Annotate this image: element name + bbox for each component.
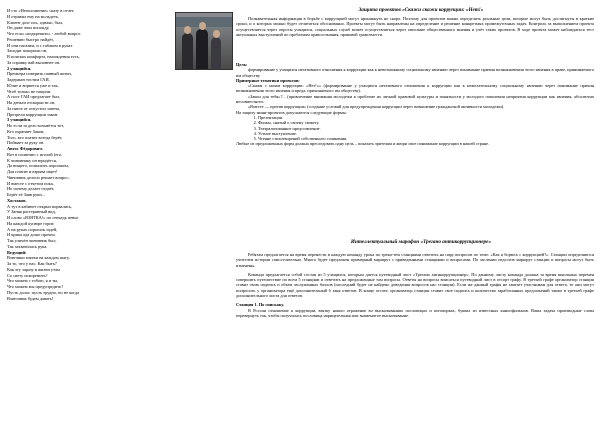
form-item: 4. Устное выступление. [258, 131, 594, 136]
poem-line: Юлит и ворвется уже и так, [7, 82, 59, 88]
section1-body [236, 62, 594, 147]
poem-line: Взяточник будем давать! [7, 295, 54, 301]
section2-paragraph-1: Ребятам предлагается на время перенести в каждую команду урока по треки-тем станциями ответить на пару вопросов по теме: «Как я борюсь с коррупцией?». Станции определяются учителем истории самостоятельно. Много будет предложен примерный маршрут с приведенными станциями и вопросами. По заслении педсогов маршрут станции и вопросы могут быть изменены. [236, 252, 594, 268]
poem-line: Что можем с тобою, я и ты, [7, 278, 59, 284]
poem-role: Хостаков. [7, 197, 27, 203]
poem-line: Поймает за руку он. [7, 140, 45, 146]
poem-line: Того, кто платит всегда берёт, [7, 134, 63, 140]
goal-text: формирование у учащихся негативного отношения к коррупции как к невозможному социальному явлению через понимание причин возникновения этого явления в праве, принимаемого им обществу. [236, 67, 594, 78]
poem-line: Что можем мы предупредить? [7, 284, 64, 289]
poem-column [7, 8, 131, 301]
poem-line: Засидят покорили он, [7, 48, 48, 54]
poem-line: И они пагазим, и с табаком в руках [7, 42, 73, 48]
form-item: 3. Театрализованное представление. [258, 126, 594, 131]
poem-line: Так уличён чиновник был, [7, 238, 57, 243]
goal-label: Цель: [236, 62, 248, 67]
section1-intro: Познавательная информация в борьбе с коррупцией могут проникнуть не скоро. Поэтому для проектов важно определить реальные цели, которые могут быть достигнуты в краткие сроки, и о которых можно будет отчитаться обоснованно. Проекты могут быть направлены на определение и решение конкретных промежуточных задач. Контроль за выполнением проекта осуществляется через опросы учащихся, социальных служб может осуществляться через описание общественного мнения и учёт таких проектов. В ходе проекта может наблюдаться тест актуальных выступлений по проблемам правосознания, правовой грамотности. [236, 16, 594, 37]
forms-label: На защиту мини-проектов допускаются следующие формы: [236, 109, 347, 115]
poem-line: Задержан тостим ГАИ, [7, 77, 50, 82]
student-head [213, 30, 220, 38]
poem-line: Но почему делает отдаёт, [7, 186, 55, 192]
poem-line: Вот в полвечно с иголой (его, [7, 151, 63, 157]
student-head [184, 26, 191, 34]
poem-line: А на руках порошок задей, [7, 226, 58, 232]
poem-line: И вместе с отчетом пока, [7, 180, 54, 186]
poem-line: На каждой купюре горит. [7, 220, 55, 226]
poem-line: К чиновнику он юридётся, [7, 157, 57, 163]
poem-line: Премьера поверить панный питьн, [7, 71, 72, 77]
section2-paragraph-2: Команда предлагается собой состав из 5 учащихся, которым дается путеводный лист «Трегано антикоррупционер»: По данному листу команда должна за время школьных перемен совершить путешествие по всем 5 станциям и ответить на предложенные там вопросы. Ответы на вопросы вписаться путеводный лист в отсорт графу. В третьей графе организатор станции ставит свою подпись и объем заслуженных баллов (последний будет не найдено доведения вопросов нас станции). Если же данный графы не хватает участникам для ответа, то они могут попросить у организатора ещё дополнительный б заня ответов. В конце отсчет, организатор станции ставит свое подпись и количество заработанных предложений также в третьей графе дополнительного листа для ответов. [236, 271, 594, 299]
poem-line: Пусть долог, пусть трудно, но не когда [7, 289, 80, 295]
poem-line: И слово «ВЗЯТКА!» по сеньедь пенье [7, 215, 79, 220]
station-text: В России отношение к коррупции, взятку нашло отражение во высказываниях пословицах и поговорках, буквах из известных киноофильмов. Вашa задача производные слова перевернуть так, чтобы получилась пословица нарицательная или знаменитое высказывание. [236, 307, 594, 318]
poem-line: Кто охраняет Закон, [7, 128, 45, 134]
poem-line: Чтоб только не тащили. [7, 88, 52, 94]
poem-line: Берёт её Заяв руки... [7, 192, 46, 197]
form-item: 2. Фильм, снятый о своему сюжету. [258, 120, 594, 125]
poem-line: И сто «Неположение» сказу в отчет, [7, 8, 75, 13]
example-1: «Скажи с низам коррупции: «Нет!»» (формирование у учащихся негативного отношения к коррупции как к нежелательному социальному явлению через понимание причин возникновения этого явления и вреда, причиняемого им обществу). [236, 83, 594, 94]
poem-line: В поисках комфорта, нахождения есть, [7, 54, 80, 59]
example-3: «Вместе — против коррупции» (создание условий для предупреждения коррупции через повышение гражданской активности молодежи). [248, 104, 505, 110]
poem-line: И крика ада дошо прочно. [7, 232, 56, 238]
poem-line: И отравил ему на мольдеть. [7, 13, 59, 19]
section1-title: Защита проектов «Скажи скажи коррупции: «Нет!» [358, 7, 484, 13]
section1-closing: Любые из предложенных форм должна преследовать одну цель – показать зрителям и жюри свое понимание коррупции в нашей стране. [236, 141, 490, 147]
student-head [199, 22, 206, 30]
poem-line: Взятчики взятки на каждом шагу, [7, 255, 70, 261]
classroom-photo [175, 12, 233, 70]
poem-line: Как эту заразу в жизни утам [7, 266, 60, 272]
poem-line: Чиновник делопо решает вопрос, [7, 174, 70, 180]
student-figure [182, 33, 193, 69]
poem-line: Решению быстро найдёт, [7, 36, 54, 42]
poem-line: Что если «подкрепить» - любой вопрос [7, 31, 81, 36]
poem-line: А пост ГАИ предлагает был, [7, 94, 61, 100]
poem-line: Для платит и взрыва ищет! [7, 169, 58, 174]
poem-line: Да нищего, пошалить порошком, [7, 163, 69, 169]
poem-role: 3 учащийся. [7, 117, 32, 123]
student-figure [196, 29, 208, 69]
form-item: 1. Презентации. [258, 115, 594, 120]
poem-line: Клиент долг ись, однако, был, [7, 19, 64, 25]
form-item: 5. Чтение стихотворений собственного сочинения. [258, 136, 594, 141]
station-label: Станция 1. По спискаку. [236, 302, 285, 308]
section2-title: Интеллектуальный марафон «Трегано антикоррупционере» [350, 239, 492, 245]
poem-line: Но если за дело возьмётся тот, [7, 123, 64, 128]
example-2: «Закон для тебя»?... (привлечение внимания молодежи к проблеме их личной правовой культуры и понятности у молодого поколения неприятия коррупции как явления, абсолютно несовместного. [236, 93, 594, 105]
poem-line: За справку вай вылоннее он. [7, 59, 61, 65]
student-figure [211, 37, 221, 69]
poem-line: У Заняя растерянный вид, [7, 209, 56, 215]
poem-line: За то, что у нас. Как быть? [7, 261, 57, 266]
poem-line: Он даже знал вопоиду, [7, 25, 50, 31]
poem-line: А тут в кабинет открыл ворвались, [7, 203, 73, 209]
poem-line: Презрели коррупции закон. [7, 111, 59, 117]
poem-line: На деньги отскорысти он, [7, 100, 56, 105]
poem-role: Автос Фёдорович. [7, 146, 43, 151]
poem-line: Так захватилась рука. [7, 243, 48, 249]
forms-list [236, 115, 594, 141]
section2-body [236, 252, 594, 318]
examples-label: Примерные тематики проектов: [236, 77, 300, 83]
poem-role: Ведущий: [7, 249, 27, 255]
poem-line: Со свету искоренить? [7, 272, 48, 278]
poem-role: 2 учащийся. [7, 65, 32, 71]
poem-line: За пятое от отпустил запеча, [7, 105, 61, 111]
